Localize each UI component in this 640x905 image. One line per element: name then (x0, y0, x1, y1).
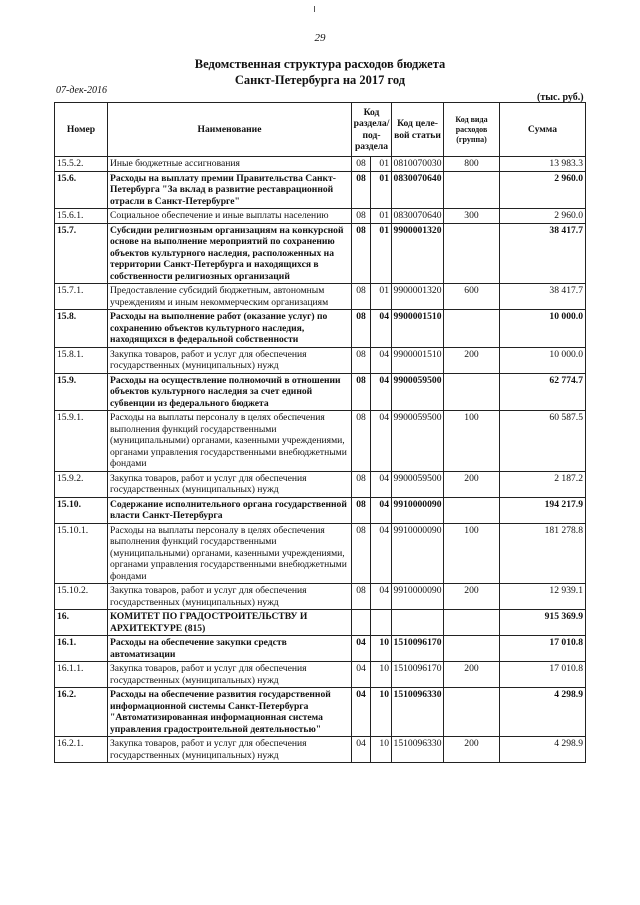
cell-number: 15.8.1. (55, 347, 108, 373)
cell-expense-type (444, 310, 500, 348)
cell-article: 1510096330 (392, 688, 444, 737)
table-row (55, 171, 586, 209)
cell-name: Содержание исполнительного органа государственной власти Санкт-Петербурга (108, 497, 352, 523)
cell-expense-type (444, 223, 500, 284)
cell-number: 15.10. (55, 497, 108, 523)
cell-sum: 12 939.1 (500, 584, 586, 610)
cell-section: 04 (352, 737, 371, 763)
units-label: (тыс. руб.) (537, 92, 584, 103)
cell-article: 0810070030 (392, 157, 444, 172)
cell-number: 15.6.1. (55, 209, 108, 224)
cell-section: 08 (352, 310, 371, 348)
cell-section: 08 (352, 373, 371, 411)
cell-expense-type (444, 373, 500, 411)
cell-subsection: 01 (371, 157, 392, 172)
cell-name: Социальное обеспечение и иные выплаты населению (108, 209, 352, 224)
table-row (55, 284, 586, 310)
cell-name: Закупка товаров, работ и услуг для обеспечения государственных (муниципальных) нужд (108, 662, 352, 688)
cell-name: Закупка товаров, работ и услуг для обеспечения государственных (муниципальных) нужд (108, 584, 352, 610)
cell-section: 08 (352, 347, 371, 373)
cell-sum: 17 010.8 (500, 636, 586, 662)
cell-name: Закупка товаров, работ и услуг для обеспечения государственных (муниципальных) нужд (108, 737, 352, 763)
cell-section: 08 (352, 171, 371, 209)
page-number: 29 (314, 32, 326, 44)
cell-section: 08 (352, 523, 371, 584)
title-line-2: Санкт-Петербурга на 2017 год (234, 73, 406, 87)
table-row (55, 471, 586, 497)
cell-name: Закупка товаров, работ и услуг для обеспечения государственных (муниципальных) нужд (108, 347, 352, 373)
header-section-code: Код раздела/ под-раздела (352, 103, 392, 157)
cell-subsection: 10 (371, 662, 392, 688)
cell-sum: 4 298.9 (500, 737, 586, 763)
cell-number: 15.9. (55, 373, 108, 411)
table-row (55, 310, 586, 348)
table-row (55, 411, 586, 472)
cell-sum: 38 417.7 (500, 284, 586, 310)
cell-section (352, 610, 371, 636)
cell-subsection (371, 610, 392, 636)
cell-subsection: 01 (371, 284, 392, 310)
budget-table (54, 102, 586, 763)
cell-name: Иные бюджетные ассигнования (108, 157, 352, 172)
cell-expense-type: 600 (444, 284, 500, 310)
cell-article: 0830070640 (392, 171, 444, 209)
document-title (0, 56, 640, 88)
table-row (55, 157, 586, 172)
cell-section: 08 (352, 157, 371, 172)
cell-section: 08 (352, 284, 371, 310)
cell-subsection: 04 (371, 523, 392, 584)
cell-expense-type (444, 636, 500, 662)
cell-section: 04 (352, 688, 371, 737)
table-row (55, 636, 586, 662)
table-row (55, 523, 586, 584)
header-expense-type-code: Код вида расходов (группа) (444, 103, 500, 157)
cell-article: 1510096330 (392, 737, 444, 763)
cell-subsection: 10 (371, 688, 392, 737)
cell-sum: 17 010.8 (500, 662, 586, 688)
table-row (55, 347, 586, 373)
cell-article: 9910000090 (392, 497, 444, 523)
header-name: Наименование (108, 103, 352, 157)
cell-expense-type: 100 (444, 411, 500, 472)
cell-section: 08 (352, 471, 371, 497)
scan-mark (314, 6, 315, 12)
cell-section: 08 (352, 411, 371, 472)
cell-name: Предоставление субсидий бюджетным, автономным учреждениям и иным некоммерческим организациям (108, 284, 352, 310)
cell-sum: 60 587.5 (500, 411, 586, 472)
cell-sum: 38 417.7 (500, 223, 586, 284)
cell-expense-type: 200 (444, 347, 500, 373)
cell-subsection: 01 (371, 209, 392, 224)
cell-article: 9910000090 (392, 584, 444, 610)
table-row (55, 610, 586, 636)
cell-subsection: 04 (371, 310, 392, 348)
cell-name: Расходы на обеспечение развития государственной информационной системы Санкт-Петербурга "Автоматизированная информационная система управления градостроительной деятельностью" (108, 688, 352, 737)
cell-expense-type: 200 (444, 471, 500, 497)
cell-section: 08 (352, 223, 371, 284)
document-date: 07-дек-2016 (56, 85, 107, 96)
cell-number: 15.10.2. (55, 584, 108, 610)
cell-subsection: 01 (371, 223, 392, 284)
cell-article: 1510096170 (392, 636, 444, 662)
cell-name: Расходы на обеспечение закупки средств автоматизации (108, 636, 352, 662)
cell-expense-type: 200 (444, 662, 500, 688)
cell-number: 15.8. (55, 310, 108, 348)
cell-name: Расходы на выплаты персоналу в целях обеспечения выполнения функций государственными (муниципальными) органами, казенными учреждениями, органами управления государственными внебюджетными фондами (108, 411, 352, 472)
cell-subsection: 10 (371, 737, 392, 763)
table-row (55, 737, 586, 763)
cell-article: 9900059500 (392, 373, 444, 411)
table-row (55, 373, 586, 411)
cell-sum: 2 187.2 (500, 471, 586, 497)
cell-number: 15.6. (55, 171, 108, 209)
cell-subsection: 01 (371, 171, 392, 209)
cell-subsection: 04 (371, 471, 392, 497)
cell-sum: 62 774.7 (500, 373, 586, 411)
cell-article: 9900001510 (392, 347, 444, 373)
cell-number: 15.5.2. (55, 157, 108, 172)
cell-name: Закупка товаров, работ и услуг для обеспечения государственных (муниципальных) нужд (108, 471, 352, 497)
cell-number: 16.2. (55, 688, 108, 737)
table-row (55, 497, 586, 523)
cell-sum: 10 000.0 (500, 347, 586, 373)
cell-number: 16.1. (55, 636, 108, 662)
cell-sum: 2 960.0 (500, 171, 586, 209)
cell-article (392, 610, 444, 636)
cell-name: КОМИТЕТ ПО ГРАДОСТРОИТЕЛЬСТВУ И АРХИТЕКТУРЕ (815) (108, 610, 352, 636)
cell-subsection: 04 (371, 411, 392, 472)
cell-number: 15.10.1. (55, 523, 108, 584)
table-row (55, 662, 586, 688)
cell-expense-type: 200 (444, 737, 500, 763)
cell-subsection: 04 (371, 584, 392, 610)
cell-article: 9900001510 (392, 310, 444, 348)
cell-expense-type (444, 497, 500, 523)
cell-expense-type: 200 (444, 584, 500, 610)
cell-name: Расходы на осуществление полномочий в отношении объектов культурного наследия за счет единой субвенции из федерального бюджета (108, 373, 352, 411)
cell-number: 15.9.2. (55, 471, 108, 497)
cell-expense-type: 100 (444, 523, 500, 584)
cell-article: 9910000090 (392, 523, 444, 584)
cell-article: 0830070640 (392, 209, 444, 224)
title-line-1: Ведомственная структура расходов бюджета (194, 57, 446, 71)
cell-subsection: 04 (371, 373, 392, 411)
cell-sum: 181 278.8 (500, 523, 586, 584)
cell-subsection: 04 (371, 347, 392, 373)
cell-sum: 4 298.9 (500, 688, 586, 737)
cell-section: 08 (352, 209, 371, 224)
table-row (55, 584, 586, 610)
cell-name: Расходы на выплату премии Правительства Санкт-Петербурга "За вклад в развитие реставрационной отрасли в Санкт-Петербурге" (108, 171, 352, 209)
cell-sum: 915 369.9 (500, 610, 586, 636)
cell-article: 9900001320 (392, 284, 444, 310)
table-row (55, 688, 586, 737)
cell-section: 08 (352, 584, 371, 610)
cell-number: 16.1.1. (55, 662, 108, 688)
cell-sum: 194 217.9 (500, 497, 586, 523)
cell-subsection: 10 (371, 636, 392, 662)
cell-article: 9900001320 (392, 223, 444, 284)
cell-expense-type: 800 (444, 157, 500, 172)
header-number: Номер (55, 103, 108, 157)
cell-sum: 10 000.0 (500, 310, 586, 348)
cell-article: 9900059500 (392, 471, 444, 497)
cell-name: Расходы на выполнение работ (оказание услуг) по сохранению объектов культурного наследия, находящихся в федеральной собственности (108, 310, 352, 348)
cell-expense-type (444, 171, 500, 209)
cell-expense-type: 300 (444, 209, 500, 224)
table-row (55, 209, 586, 224)
cell-number: 15.7.1. (55, 284, 108, 310)
cell-sum: 13 983.3 (500, 157, 586, 172)
cell-sum: 2 960.0 (500, 209, 586, 224)
cell-number: 15.9.1. (55, 411, 108, 472)
cell-article: 1510096170 (392, 662, 444, 688)
header-article-code: Код целе-вой статьи (392, 103, 444, 157)
cell-number: 16.2.1. (55, 737, 108, 763)
cell-article: 9900059500 (392, 411, 444, 472)
cell-expense-type (444, 688, 500, 737)
cell-expense-type (444, 610, 500, 636)
cell-name: Субсидии религиозным организациям на конкурсной основе на выполнение мероприятий по сохранению объектов культурного наследия, расположенных на территории Санкт-Петербурга и находящихся в собственности религиозных организаций (108, 223, 352, 284)
cell-subsection: 04 (371, 497, 392, 523)
cell-number: 15.7. (55, 223, 108, 284)
header-sum: Сумма (500, 103, 586, 157)
cell-section: 04 (352, 636, 371, 662)
cell-name: Расходы на выплаты персоналу в целях обеспечения выполнения функций государственными (муниципальными) органами, казенными учреждениями, органами управления государственными внебюджетными фондами (108, 523, 352, 584)
table-row (55, 223, 586, 284)
cell-section: 04 (352, 662, 371, 688)
table-header-row (55, 103, 586, 157)
cell-number: 16. (55, 610, 108, 636)
cell-section: 08 (352, 497, 371, 523)
